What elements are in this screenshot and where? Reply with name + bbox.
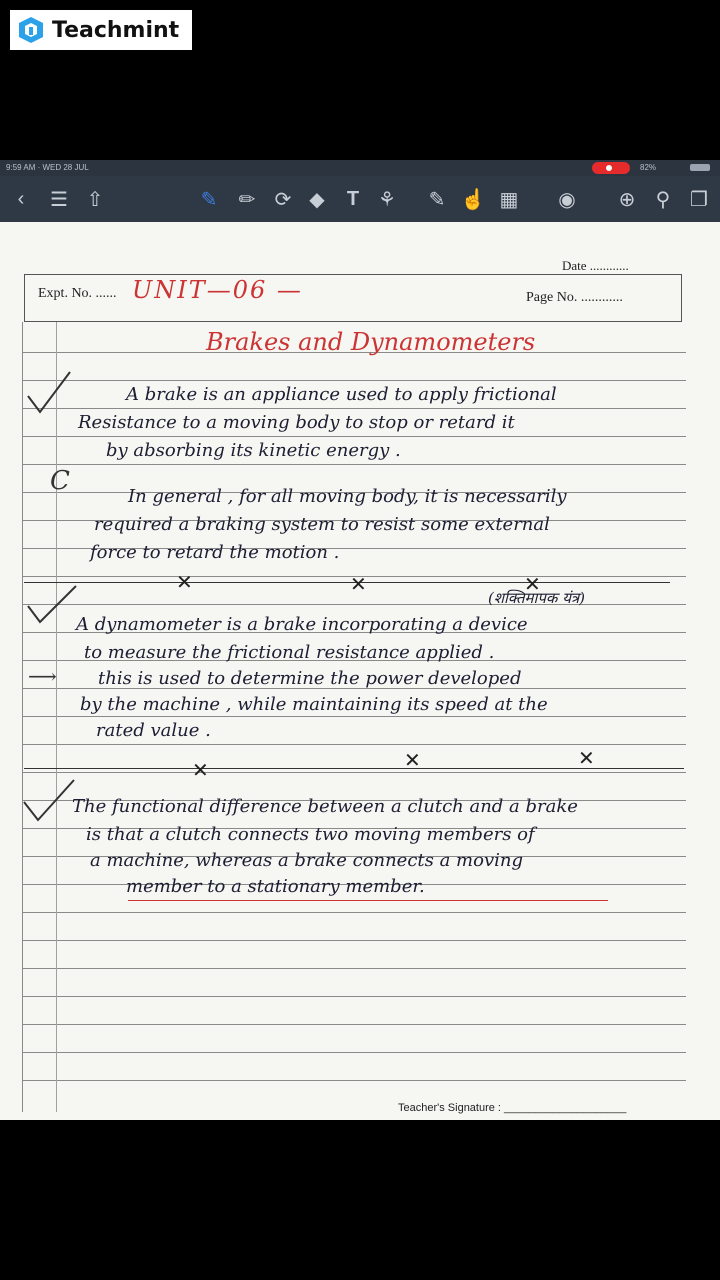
page-label: Page No. ............ bbox=[526, 290, 623, 305]
rule-line bbox=[22, 912, 686, 913]
lasso-icon[interactable]: ⟳ bbox=[274, 188, 292, 211]
cross-mark-icon: ✕ bbox=[524, 572, 541, 596]
note-app-toolbar bbox=[0, 176, 720, 222]
cross-mark-icon: ✕ bbox=[578, 746, 595, 770]
menu-icon[interactable]: ☰ bbox=[50, 188, 68, 211]
share-icon[interactable]: ⇧ bbox=[86, 188, 104, 211]
margin-line bbox=[22, 322, 23, 1112]
arrow-mark-icon: ⟶ bbox=[28, 664, 57, 688]
rule-line bbox=[22, 1024, 686, 1025]
separator-line bbox=[24, 582, 670, 583]
teachmint-logo bbox=[10, 10, 192, 50]
para1-line2: Resistance to a moving body to stop or retard it bbox=[78, 412, 515, 433]
page-title: Brakes and Dynamometers bbox=[206, 328, 536, 356]
check-mark-icon bbox=[24, 368, 74, 418]
touch-icon[interactable]: ☝ bbox=[460, 188, 486, 211]
grid-icon[interactable]: ▦ bbox=[499, 188, 519, 211]
para2-line3: force to retard the motion . bbox=[90, 542, 340, 563]
margin-line bbox=[56, 322, 57, 1112]
tablet-status-bar bbox=[0, 160, 720, 176]
status-time: 9:59 AM · WED 28 JUL bbox=[6, 163, 89, 172]
para4-line1: The functional difference between a clutch and a brake bbox=[72, 796, 578, 817]
check-mark-icon bbox=[24, 584, 80, 628]
para1-line3: by absorbing its kinetic energy . bbox=[106, 440, 401, 461]
teacher-signature-label: Teacher's Signature : ____________________ bbox=[398, 1102, 627, 1114]
pencil-icon[interactable]: ✏ bbox=[238, 188, 256, 211]
pages-icon[interactable]: ❐ bbox=[690, 188, 708, 211]
pen-icon[interactable]: ✎ bbox=[200, 188, 218, 211]
status-battery-text: 82% bbox=[640, 163, 657, 172]
rule-line bbox=[22, 772, 686, 773]
mic-icon[interactable]: ◉ bbox=[558, 188, 576, 211]
add-icon[interactable]: ⊕ bbox=[618, 188, 636, 211]
rule-line bbox=[22, 996, 686, 997]
check-mark-icon bbox=[20, 778, 78, 826]
notebook-page bbox=[0, 222, 720, 1120]
cross-mark-icon: ✕ bbox=[176, 570, 193, 594]
search-icon[interactable]: ⚲ bbox=[655, 188, 671, 211]
para4-line4: member to a stationary member. bbox=[126, 876, 425, 897]
para2-line1: In general , for all moving body, it is necessarily bbox=[128, 486, 567, 507]
para3-line4: by the machine , while maintaining its speed at the bbox=[80, 694, 548, 715]
eraser-icon[interactable]: ◆ bbox=[309, 188, 325, 211]
rule-line bbox=[22, 436, 686, 437]
rule-line bbox=[22, 940, 686, 941]
para1-line1: A brake is an appliance used to apply frictional bbox=[126, 384, 557, 405]
expt-value: UNIT—06 — bbox=[132, 276, 303, 304]
hindi-note: (शक्तिमापक यंत्र) bbox=[488, 589, 586, 607]
rule-line bbox=[22, 1080, 686, 1081]
para3-line5: rated value . bbox=[96, 720, 211, 741]
battery-icon bbox=[690, 164, 710, 171]
para4-line3: a machine, whereas a brake connects a moving bbox=[90, 850, 523, 871]
cross-mark-icon: ✕ bbox=[350, 572, 367, 596]
para3-line2: to measure the frictional resistance applied . bbox=[84, 642, 495, 663]
bracket-mark: C bbox=[50, 466, 70, 496]
brand-name: Teachmint bbox=[52, 17, 180, 43]
rule-line bbox=[22, 408, 686, 409]
para4-line2: is that a clutch connects two moving members of bbox=[86, 824, 535, 845]
recording-indicator[interactable] bbox=[592, 162, 630, 174]
date-label: Date ............ bbox=[562, 258, 629, 273]
ruler-icon[interactable]: ✎ bbox=[428, 188, 446, 211]
cross-mark-icon: ✕ bbox=[192, 758, 209, 782]
para3-line1: A dynamometer is a brake incorporating a device bbox=[76, 614, 528, 635]
teachmint-logo-icon bbox=[16, 15, 46, 45]
rule-line bbox=[22, 716, 686, 717]
rule-line bbox=[22, 604, 686, 605]
rule-line bbox=[22, 1052, 686, 1053]
hand-tool-icon[interactable]: ⚘ bbox=[378, 188, 396, 211]
para2-line2: required a braking system to resist some external bbox=[94, 514, 550, 535]
back-icon[interactable]: ‹ bbox=[17, 187, 25, 210]
rule-line bbox=[22, 968, 686, 969]
red-underline bbox=[128, 900, 608, 901]
record-dot-icon bbox=[606, 165, 612, 171]
text-icon[interactable]: T bbox=[346, 187, 360, 210]
para3-line3: this is used to determine the power developed bbox=[98, 668, 522, 689]
rule-line bbox=[22, 380, 686, 381]
rule-line bbox=[22, 464, 686, 465]
rule-line bbox=[22, 744, 686, 745]
cross-mark-icon: ✕ bbox=[404, 748, 421, 772]
expt-label: Expt. No. ...... bbox=[38, 286, 117, 301]
